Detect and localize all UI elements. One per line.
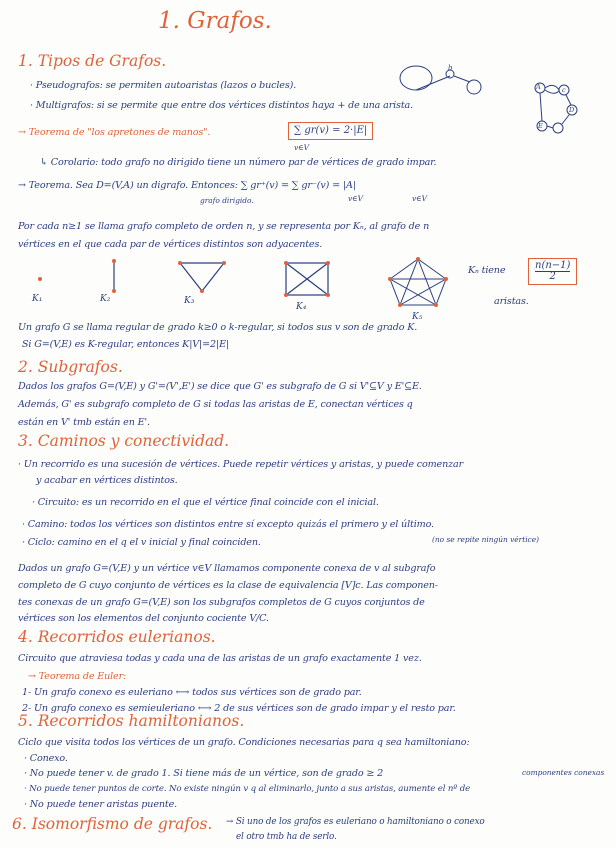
walk-line-1: · Un recorrido es una sucesión de vértices. Puede repetir vértices y aristas, y puede comenzar — [18, 459, 464, 470]
euler-item-2: 2- Un grafo conexo es semieuleriano ⟷ 2 de sus vértices son de grado impar y el resto par. — [22, 703, 456, 714]
hamiltonian-cond-2: · No puede tener v. de grado 1. Si tiene más de un vértice, son de grado ≥ 2 — [24, 768, 384, 779]
k1-label: K₁ — [32, 294, 43, 304]
section-1-heading: 1. Tipos de Grafos. — [18, 52, 167, 70]
hamiltonian-cond-2-note: componentes conexas — [522, 768, 605, 777]
hamiltonian-cond-1: · Conexo. — [24, 753, 68, 764]
isomorphism-note-2: el otro tmb ha de serlo. — [236, 832, 337, 842]
component-line-4: vértices son los elementos del conjunto cociente V/C. — [18, 613, 269, 624]
component-line-2: completo de G cuyo conjunto de vértices es la clase de equivalencia [V]c. Las componen- — [18, 580, 438, 591]
handshake-theorem-label: → Teorema de "los apretones de manos". — [18, 127, 211, 138]
component-line-1: Dados un grafo G=(V,E) y un vértice v∈V llamamos componente conexa de v al subgrafo — [18, 563, 436, 574]
k3-label: K₃ — [184, 296, 195, 306]
digraph-sub: grafo dirigido. — [200, 196, 254, 205]
handshake-sum-index: v∈V — [294, 143, 309, 152]
hamiltonian-cond-4: · No puede tener aristas puente. — [24, 799, 178, 810]
complete-graph-line-2: vértices en el que cada par de vértices distintos son adyacentes. — [18, 239, 323, 250]
section-6-heading: 6. Isomorfismo de grafos. — [12, 815, 213, 833]
k1-vertex — [38, 277, 42, 281]
digraph-sum-index-2: v∈V — [412, 194, 427, 203]
kn-formula-numerator: n(n−1) — [535, 260, 571, 271]
handshake-formula: ∑ gr(v) = 2·|E| — [294, 125, 368, 136]
digraph-theorem: → Teorema. Sea D=(V,A) un digrafo. Entonces: ∑ gr⁺(v) = ∑ gr⁻(v) = |A| — [18, 180, 356, 191]
cycle-note: (no se repite ningún vértice) — [432, 535, 539, 544]
vertex-label-d: D — [569, 106, 575, 114]
subgraph-line-1: Dados los grafos G=(V,E) y G'=(V',E') se dice que G' es subgrafo de G si V'⊆V y E'⊆E. — [18, 381, 422, 392]
kn-has-text: Kₙ tiene — [468, 265, 506, 276]
path-text: · Camino: todos los vértices son distintos entre sí excepto quizás el primero y el último. — [22, 519, 434, 530]
walk-line-2: y acabar en vértices distintos. — [36, 475, 178, 486]
regular-graph-line-1: Un grafo G se llama regular de grado k≥0 o k-regular, si todos sus v son de grado K. — [18, 322, 418, 333]
eulerian-definition: Circuito que atraviesa todas y cada una de las aristas de un grafo exactamente 1 vez. — [18, 653, 422, 664]
k4-label: K₄ — [296, 302, 307, 312]
euler-theorem-label: → Teorema de Euler: — [28, 671, 127, 682]
vertex-label-c: c — [562, 86, 566, 94]
multigrafos-text: · Multigrafos: si se permite que entre dos vértices distintos haya + de una arista. — [30, 100, 413, 111]
cycle-text: · Ciclo: camino en el q el v inicial y final coinciden. — [22, 537, 261, 548]
vertex-label-a: A — [536, 83, 541, 91]
hamiltonian-definition: Ciclo que visita todos los vértices de un grafo. Condiciones necesarias para q sea hamiltoniano: — [18, 737, 470, 748]
handshake-formula-box — [288, 122, 373, 140]
section-5-heading: 5. Recorridos hamiltonianos. — [18, 712, 245, 730]
k2-label: K₂ — [100, 294, 111, 304]
section-3-heading: 3. Caminos y conectividad. — [18, 432, 230, 450]
kn-formula-denominator: 2 — [549, 271, 556, 282]
corollary-text: ↳ Corolario: todo grafo no dirigido tiene un número par de vértices de grado impar. — [40, 157, 437, 168]
pseudografos-text: · Pseudografos: se permiten autoaristas (lazos o bucles). — [30, 80, 297, 91]
page-title: 1. Grafos. — [158, 8, 272, 34]
subgraph-line-2: Además, G' es subgrafo completo de G si todas las aristas de E, conectan vértices q — [18, 399, 413, 410]
kn-formula-box — [528, 258, 577, 285]
hamiltonian-cond-3: · No puede tener puntos de corte. No existe ningún v q al eliminarlo, junto a sus aristas, aumente el nº de — [24, 784, 471, 794]
vertex-label-b: b — [448, 64, 453, 72]
digraph-sum-index-1: v∈V — [348, 194, 363, 203]
section-2-heading: 2. Subgrafos. — [18, 358, 123, 376]
isomorphism-note-1: → Si uno de los grafos es euleriano o hamiltoniano o conexo — [226, 817, 485, 827]
component-line-3: tes conexas de un grafo G=(V,E) son los subgrafos completos de G cuyos conjuntos de — [18, 597, 425, 608]
regular-graph-line-2: Si G=(V,E) es K-regular, entonces K|V|=2|E| — [22, 339, 230, 350]
subgraph-line-3: están en V' tmb están en E'. — [18, 417, 150, 428]
vertex-label-e: E — [538, 122, 543, 130]
circuit-text: · Circuito: es un recorrido en el que el vértice final coincide con el inicial. — [32, 497, 379, 508]
k5-label: K₅ — [412, 312, 423, 322]
euler-item-1: 1- Un grafo conexo es euleriano ⟷ todos sus vértices son de grado par. — [22, 687, 362, 698]
complete-graph-line-1: Por cada n≥1 se llama grafo completo de orden n, y se representa por Kₙ, al grafo de n — [18, 221, 430, 232]
kn-edges-text: aristas. — [494, 296, 529, 307]
section-4-heading: 4. Recorridos eulerianos. — [18, 628, 216, 646]
